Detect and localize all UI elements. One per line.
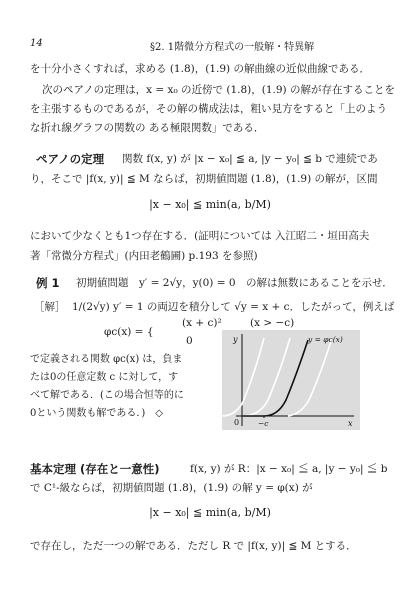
- solution-label: ［解］: [34, 301, 66, 313]
- y-axis-label: y: [233, 335, 238, 344]
- intro-line-4: な折れ線グラフの関数の ある極限関数」である．: [30, 122, 265, 134]
- peano-formula: |x − x₀| ≦ min(a, b/M): [149, 198, 271, 211]
- running-title: §2. 1階微分方程式の一般解・特異解: [150, 42, 315, 53]
- point-minus-c-label: −c: [258, 419, 269, 428]
- theorem-heading: 基本定理 (存在と一意性): [30, 462, 160, 476]
- solution-line-1: 1/(2√y) y′ = 1 の両辺を積分して √y = x + c．したがって，例えば: [72, 301, 395, 313]
- intro-line-1: を十分小さくすれば，求める (1.8)，(1.9) の解曲線の近似曲線である．: [30, 63, 370, 75]
- desc-line-3: べて解である．(この場合恒等的に: [30, 390, 184, 401]
- page-number: 14: [30, 38, 43, 49]
- figure-svg: [222, 330, 360, 430]
- phi-definition: φc(x) = {: [104, 326, 154, 338]
- desc-line-1: で定義される関数 φc(x) は，負ま: [30, 354, 183, 365]
- desc-line-4: 0という関数も解である．) ◇: [30, 408, 163, 419]
- case-1-condition: (x > −c): [250, 317, 295, 329]
- peano-line-4: 著「常微分方程式」(内田老鶴圃) p.193 を参照): [30, 250, 258, 262]
- peano-line-2: り，そこで |f(x, y)| ≦ M ならば，初期値問題 (1.8)，(1.9) の解が，区間: [30, 173, 378, 185]
- intro-line-2: 次のペアノの定理は，x = x₀ の近傍で (1.8)，(1.9) の解が存在することを: [42, 84, 395, 96]
- desc-line-2: たは0の任意定数 c に対して，す: [30, 372, 179, 383]
- origin-label: 0: [234, 418, 240, 427]
- case-2-expression: 0: [186, 335, 193, 347]
- theorem-line-3: で存在し，ただ一つの解である．ただし R で |f(x, y)| ≦ M とする．: [30, 540, 357, 552]
- case-1-expression: (x + c)²: [182, 317, 222, 329]
- theorem-line-1: f(x, y) が R：|x − x₀| ≦ a, |y − y₀| ≦ b: [190, 463, 388, 475]
- example-statement: 初期値問題 y′ = 2√y，y(0) = 0 の解は無数にあることを示せ．: [76, 277, 393, 289]
- x-axis-label: x: [348, 419, 353, 428]
- intro-line-3: を主張するものであるが，その解の構成法は，粗い見方をすると「上のよう: [30, 103, 387, 115]
- peano-heading: ペアノの定理: [36, 152, 105, 166]
- solution-curves-figure: [222, 330, 360, 430]
- peano-line-3: において少なくとも1つ存在する．(証明については 入江昭二・垣田高夫: [30, 230, 370, 242]
- theorem-formula: |x − x₀| ≦ min(a, b/M): [149, 506, 271, 519]
- example-heading: 例 1: [36, 276, 60, 290]
- curve-label: y = φc(x): [308, 335, 343, 344]
- theorem-line-2: で C¹-級ならば，初期値問題 (1.8)，(1.9) の解 y = φ(x) が: [30, 482, 313, 494]
- peano-line-1: 関数 f(x, y) が |x − x₀| ≦ a, |y − y₀| ≦ b で連続であ: [122, 153, 378, 165]
